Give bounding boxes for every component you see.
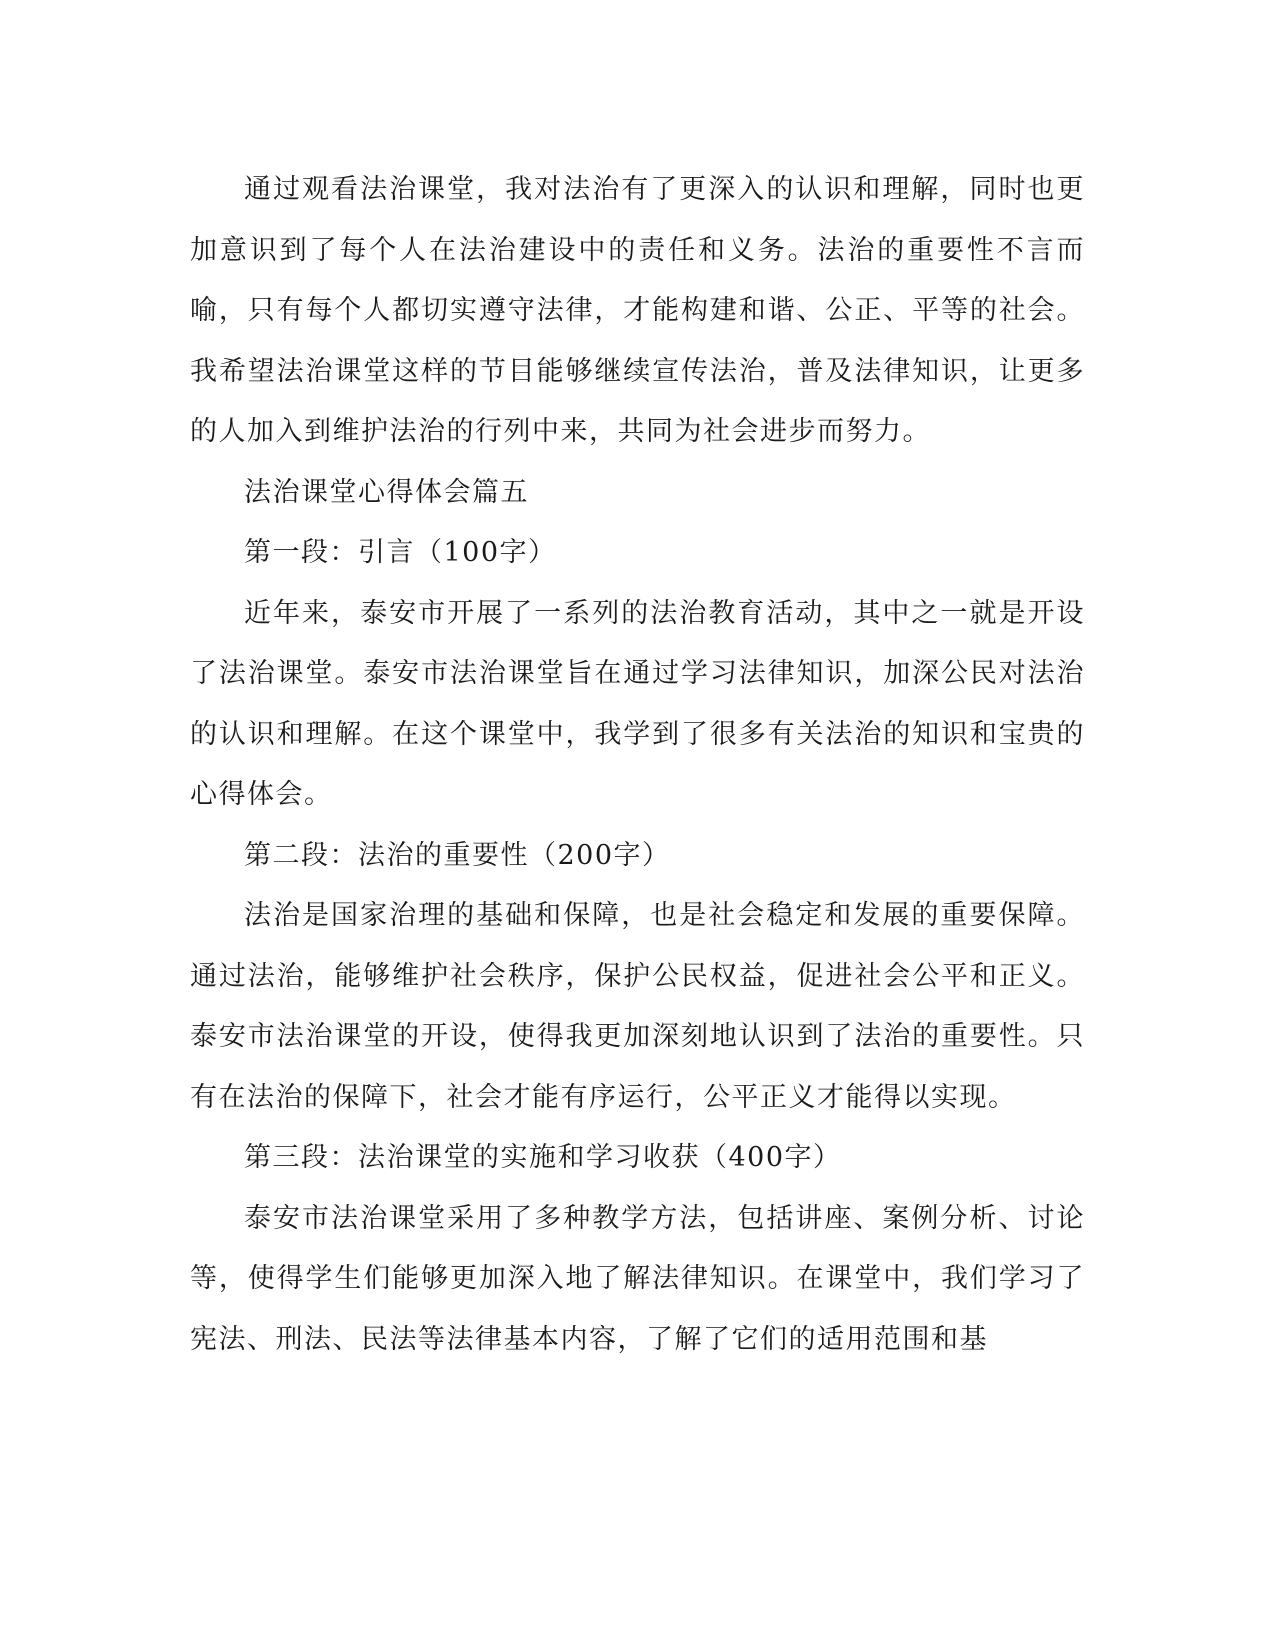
heading-part-one: 第一段：引言（100字）: [244, 537, 557, 568]
section-title: 法治课堂心得体会篇五: [244, 476, 529, 508]
heading-part-three: 第三段：法治课堂的实施和学习收获（400字）: [244, 1142, 842, 1173]
paragraph-implementation: 泰安市法治课堂采用了多种教学方法，包括讲座、案例分析、讨论等，使得学生们能够更加深入地了解法律知识。在课堂中，我们学习了宪法、刑法、民法等法律基本内容，了解了它们的适用范围和基: [190, 1202, 1085, 1355]
paragraph-introduction: 近年来，泰安市开展了一系列的法治教育活动，其中之一就是开设了法治课堂。泰安市法治课堂旨在通过学习法律知识，加深公民对法治的认识和理解。在这个课堂中，我学到了很多有关法治的知识和宝贵的心得体会。: [190, 597, 1085, 810]
document-body: [190, 160, 1085, 1370]
paragraph-conclusion: 通过观看法治课堂，我对法治有了更深入的认识和理解，同时也更加意识到了每个人在法治建设中的责任和义务。法治的重要性不言而喻，只有每个人都切实遵守法律，才能构建和谐、公正、平等的社会。我希望法治课堂这样的节目能够继续宣传法治，普及法律知识，让更多的人加入到维护法治的行列中来，共同为社会进步而努力。: [190, 174, 1085, 447]
heading-part-two: 第二段：法治的重要性（200字）: [244, 839, 671, 871]
paragraph-importance: 法治是国家治理的基础和保障，也是社会稳定和发展的重要保障。通过法治，能够维护社会秩序，保护公民权益，促进社会公平和正义。泰安市法治课堂的开设，使得我更加深刻地认识到了法治的重要性。只有在法治的保障下，社会才能有序运行，公平正义才能得以实现。: [190, 900, 1085, 1113]
